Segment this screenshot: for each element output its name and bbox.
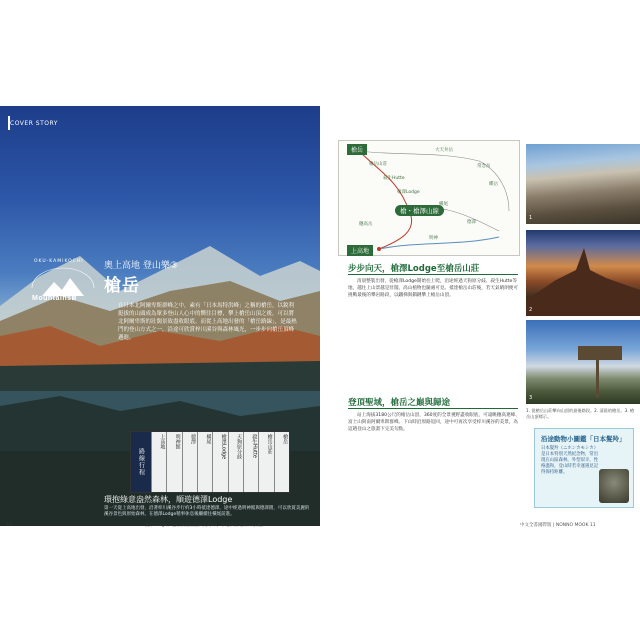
series-label (32, 294, 77, 302)
section-body-2: 站上海拔3180公尺的槍岳山頂，360度的全景視野盡收眼底，可遠眺穗高連峰、富士山與南阿爾卑斯群峰。下山時沿原路返回，途中可再次享受梓川溪谷的美景，為這趟登山之旅畫下完美句點。 (348, 413, 520, 432)
photo-summit-sign (526, 320, 640, 404)
trail-stop: 德澤 (182, 432, 197, 492)
peak-silhouette-illustration (526, 230, 640, 316)
photo-sunrise-peak (526, 230, 640, 316)
animal-sidebar (534, 428, 634, 508)
map-label: 德澤 (467, 220, 476, 225)
section-rule-2 (348, 408, 518, 409)
route-map (338, 140, 520, 256)
series-number: Ⅲ (71, 295, 77, 302)
trail-stop: 槍澤Lodge (212, 432, 227, 492)
trail-schedule-heading: 路線行程 (131, 432, 151, 492)
map-label: 常念岳 (477, 164, 491, 169)
page-title: 槍岳 (104, 276, 140, 296)
animal-sidebar-text: 日本髮羚（ニホンカモシカ）是日本特別天然紀念物，常出現在山區森林，外型似羊，性格溫和，登山時若幸運遇見記得保持距離。 (541, 446, 599, 475)
right-page (320, 106, 640, 532)
map-tag-yarigatake: 槍岳 (347, 144, 367, 155)
left-body-text: 第一天從上高地出發，沿著梓川溪谷步行約3小時抵達德澤，途中經過明神館與德澤園，可以欣賞美麗的溪谷景色與原始森林，在德澤Lodge稍事休息後繼續往橫尾前進。 (104, 506, 310, 517)
series-heading: 奧上高地 登山樂③ (104, 261, 178, 271)
trail-stop: 明神館 (166, 432, 181, 492)
trail-schedule-box (130, 431, 290, 493)
logo-arc-text: OKU-KAMIKOCHI (34, 259, 84, 264)
left-page (0, 106, 320, 532)
hero-photo-lake-mountain (0, 106, 320, 526)
photo-number: 1 (529, 215, 533, 221)
trail-stop: 槍岳山莊 (258, 432, 273, 492)
map-label: 槍岳山莊 (369, 162, 387, 167)
cover-story-label: COVER STORY (10, 120, 58, 127)
map-label: 殺生Hutte (383, 176, 405, 181)
left-caption: 「槍澤Lodge」是位於槍岳登山路線中，休憩與住宿的好去處。 (140, 523, 267, 528)
map-label: 明神 (429, 236, 438, 241)
photo-climbing-ridge (526, 144, 640, 224)
map-label: 穗高岳 (359, 222, 373, 227)
section-rule-1 (348, 274, 518, 275)
map-label: 橫尾 (439, 202, 448, 207)
photo-number: 2 (529, 307, 533, 313)
intro-paragraph: 在日本北阿爾卑斯群峰之中，素有「日本馬特洪峰」之稱的槍岳，以銳利挺拔的山頭成為眾多登山人心中的嚮往目標，攀上槍岳山頂之後，可以將北阿爾卑斯的壯闊景致盡收眼底。而從上高地出發的「槍岳路線」，是最熱門的登山方式之一，沿途可欣賞梓川溪谷與森林風光，一步步向槍岳頂峰邁進。 (118, 303, 297, 341)
section-heading-2: 登頂聖域，槍岳之巔與歸途 (348, 398, 451, 408)
page-footer-right: 中文全書國際版 | NONNO MOOK 11 (520, 523, 596, 528)
map-label: 槍澤Lodge (397, 190, 420, 195)
trail-stop: 天狗原分歧 (228, 432, 243, 492)
map-route-badge: 槍・槍澤山線 (395, 205, 444, 216)
animal-sidebar-title: 沿途動物小圖鑑「日本髮羚」 (541, 435, 626, 443)
map-label: 大天井岳 (435, 148, 453, 153)
series-label-text: Mountains (32, 295, 72, 302)
summit-sign-illustration (526, 320, 640, 404)
map-tag-kamikochi: 上高地 (347, 245, 373, 256)
magazine-spread (0, 106, 640, 532)
trail-stop: 槍岳 (274, 432, 289, 492)
section-heading-1: 步步向天，槍澤Lodge至槍岳山莊 (348, 264, 480, 274)
trail-stop: 殺生Hutte (243, 432, 258, 492)
left-section-heading: 環抱綠意盎然森林，順遊德澤Lodge (104, 495, 233, 504)
photo-caption: 1. 從槍岳山莊攀向山頂的最後路段。2. 清晨的槍岳。3. 槍岳山頂標示。 (526, 408, 635, 419)
serow-photo (599, 469, 629, 503)
trail-stop: 橫尾 (197, 432, 212, 492)
map-label: 蝶岳 (489, 182, 498, 187)
page-number-left: 10 (6, 522, 13, 528)
section-body-1: 清晨整裝出發，從槍澤Lodge開始往上爬，沿途經過天狗原分歧、殺生Hutte等地，越往上山景越是壯闊，高山植物也隨處可見。抵達槍岳山莊後，若天氣晴朗便可挑戰最後的攀岩路段，以鐵梯與鎖鏈攀上槍岳山頂。 (348, 279, 518, 298)
photo-number: 3 (529, 395, 533, 401)
trail-stop: 上高地 (151, 432, 166, 492)
